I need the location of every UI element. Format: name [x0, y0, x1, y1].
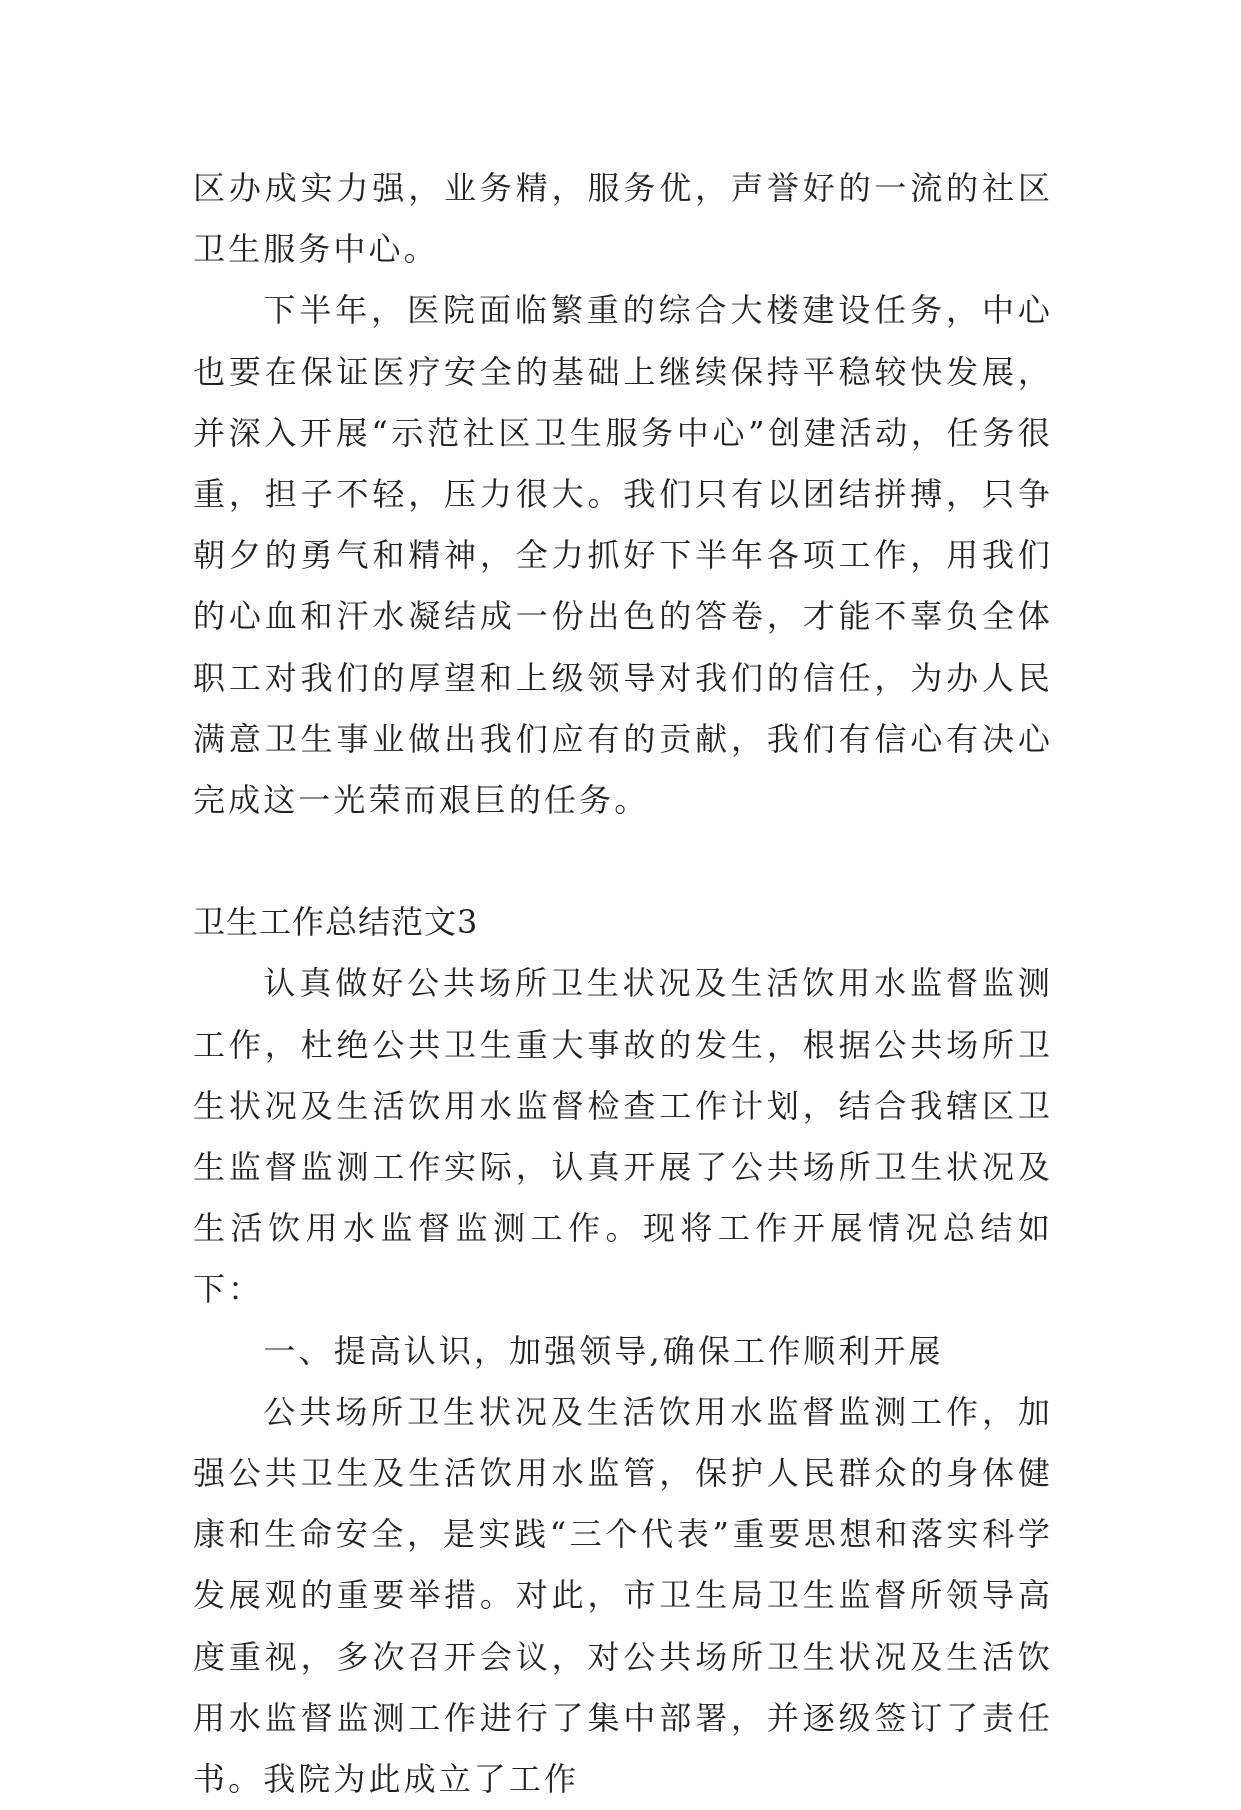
document-body	[193, 158, 1053, 1810]
paragraph-intro: 认真做好公共场所卫生状况及生活饮用水监督监测工作，杜绝公共卫生重大事故的发生，根据公共场所卫生状况及生活饮用水监督检查工作计划，结合我辖区卫生监督监测工作实际，认真开展了公共场所卫生状况及生活饮用水监督监测工作。现将工作开展情况总结如下：	[193, 964, 1053, 1309]
subheading-one: 一、提高认识，加强领导,确保工作顺利开展	[263, 1331, 944, 1370]
section-title: 卫生工作总结范文3	[193, 903, 479, 942]
paragraph-detail: 公共场所卫生状况及生活饮用水监督监测工作，加强公共卫生及生活饮用水监管，保护人民群众的身体健康和生命安全，是实践“三个代表”重要思想和落实科学发展观的重要举措。对此，市卫生局卫生监督所领导高度重视，多次召开会议，对公共场所卫生状况及生活饮用水监督监测工作进行了集中部署，并逐级签订了责任书。我院为此成立了工作	[193, 1392, 1053, 1799]
paragraph-second-half-plan: 下半年，医院面临繁重的综合大楼建设任务，中心也要在保证医疗安全的基础上继续保持平稳较快发展，并深入开展“示范社区卫生服务中心”创建活动，任务很重，担子不轻，压力很大。我们只有以团结拼搏，只争朝夕的勇气和精神，全力抓好下半年各项工作，用我们的心血和汗水凝结成一份出色的答卷，才能不辜负全体职工对我们的厚望和上级领导对我们的信任，为办人民满意卫生事业做出我们应有的贡献，我们有信心有决心完成这一光荣而艰巨的任务。	[193, 291, 1053, 820]
paragraph-continuation: 区办成实力强，业务精，服务优，声誉好的一流的社区卫生服务中心。	[193, 169, 1053, 269]
